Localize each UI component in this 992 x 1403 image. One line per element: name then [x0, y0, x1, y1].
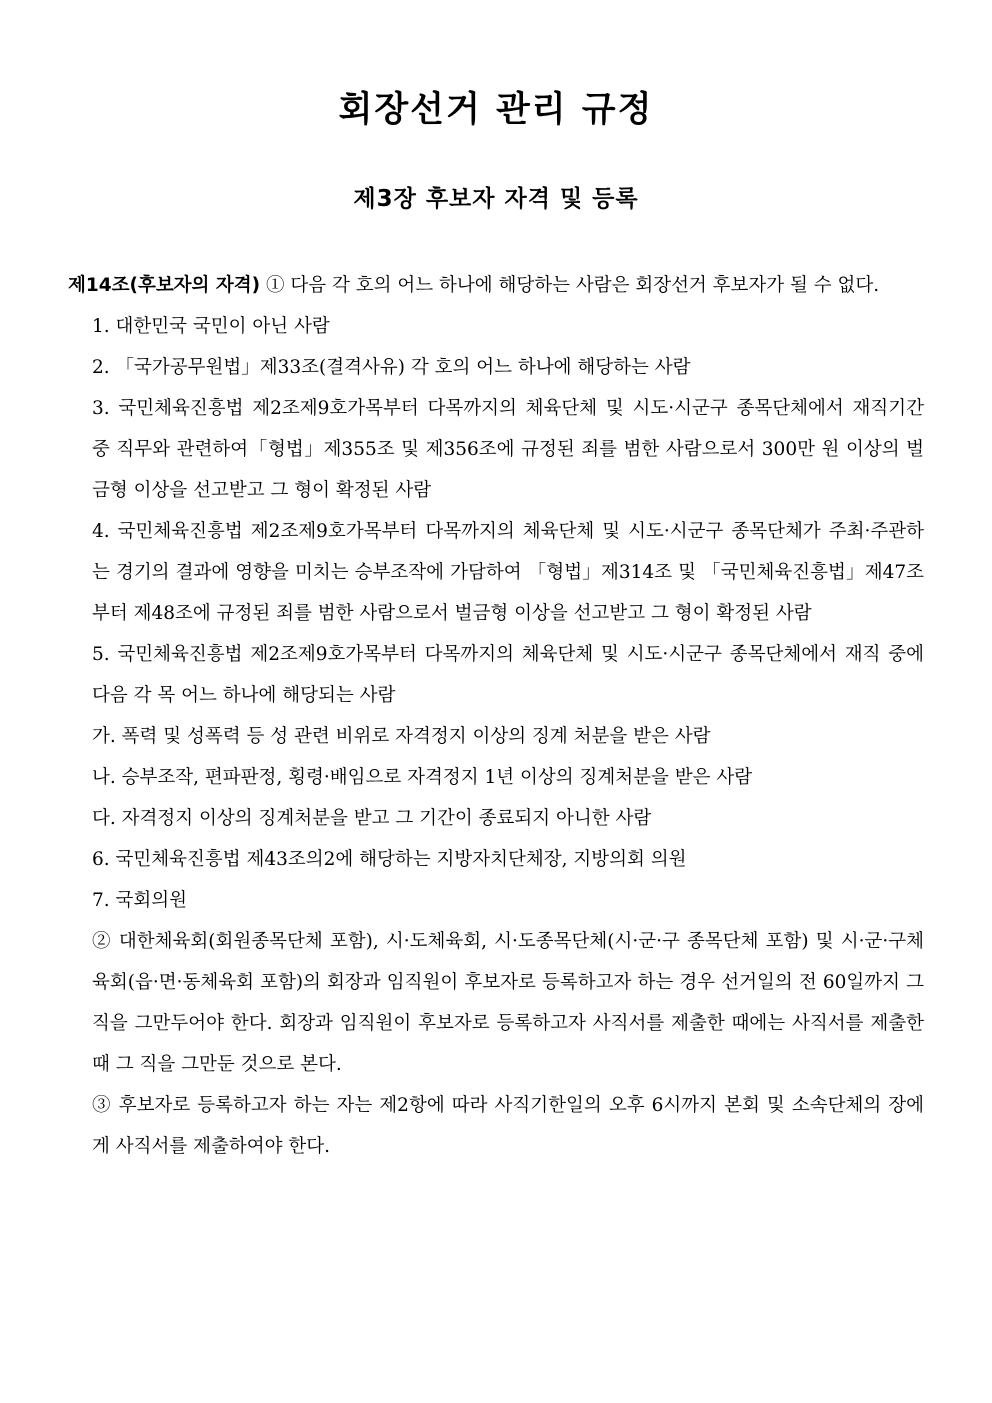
item-1: 1. 대한민국 국민이 아닌 사람: [92, 316, 330, 337]
item-6: 6. 국민체육진흥법 제43조의2에 해당하는 지방자치단체장, 지방의회 의원: [92, 849, 687, 870]
paragraph-2: ② 대한체육회(회원종목단체 포함), 시·도체육회, 시·도종목단체(시·군·구 종목단체 포함) 및 시·군·구체육회(읍·면·동체육회 포함)의 회장과 임직원이 후보자로 등록하고자 하는 경우 선거일의 전 60일까지 그 직을 그만두어야 한다. 회장과 임직원이 후보자로 등록하고자 사직서를 제출한 때에는 사직서를 제출한 때 그 직을 그만둔 것으로 본다.: [92, 931, 924, 1075]
sub-item-na: 나. 승부조작, 편파판정, 횡령·배임으로 자격정지 1년 이상의 징계처분을 받은 사람: [92, 767, 753, 788]
sub-item-da: 다. 자격정지 이상의 징계처분을 받고 그 기간이 종료되지 아니한 사람: [92, 808, 652, 829]
item-5: 5. 국민체육진흥법 제2조제9호가목부터 다목까지의 체육단체 및 시도·시군구 종목단체에서 재직 중에 다음 각 목 어느 하나에 해당되는 사람: [92, 644, 924, 706]
chapter-heading: 제3장 후보자 자격 및 등록: [353, 186, 639, 212]
item-3: 3. 국민체육진흥법 제2조제9호가목부터 다목까지의 체육단체 및 시도·시군구 종목단체에서 재직기간 중 직무와 관련하여「형법」제355조 및 제356조에 규정된 죄를 범한 사람으로서 300만 원 이상의 벌금형 이상을 선고받고 그 형이 확정된 사람: [92, 398, 924, 501]
article-body: [68, 265, 924, 1167]
item-2: 2. 「국가공무원법」제33조(결격사유) 각 호의 어느 하나에 해당하는 사람: [92, 357, 691, 378]
item-7: 7. 국회의원: [92, 890, 188, 911]
article-intro-text: ① 다음 각 호의 어느 하나에 해당하는 사람은 회장선거 후보자가 될 수 없다.: [265, 275, 880, 296]
document-title: 회장선거 관리 규정: [338, 90, 654, 130]
article-14-intro: [68, 265, 924, 306]
paragraph-3: ③ 후보자로 등록하고자 하는 자는 제2항에 따라 사직기한일의 오후 6시까지 본회 및 소속단체의 장에게 사직서를 제출하여야 한다.: [92, 1095, 924, 1157]
sub-item-ga: 가. 폭력 및 성폭력 등 성 관련 비위로 자격정지 이상의 징계 처분을 받은 사람: [92, 726, 711, 747]
item-4: 4. 국민체육진흥법 제2조제9호가목부터 다목까지의 체육단체 및 시도·시군구 종목단체가 주최·주관하는 경기의 결과에 영향을 미치는 승부조작에 가담하여 「형법」제314조 및 「국민체육진흥법」제47조부터 제48조에 규정된 죄를 범한 사람으로서 벌금형 이상을 선고받고 그 형이 확정된 사람: [92, 521, 924, 624]
article-heading: 제14조(후보자의 자격): [68, 275, 261, 296]
